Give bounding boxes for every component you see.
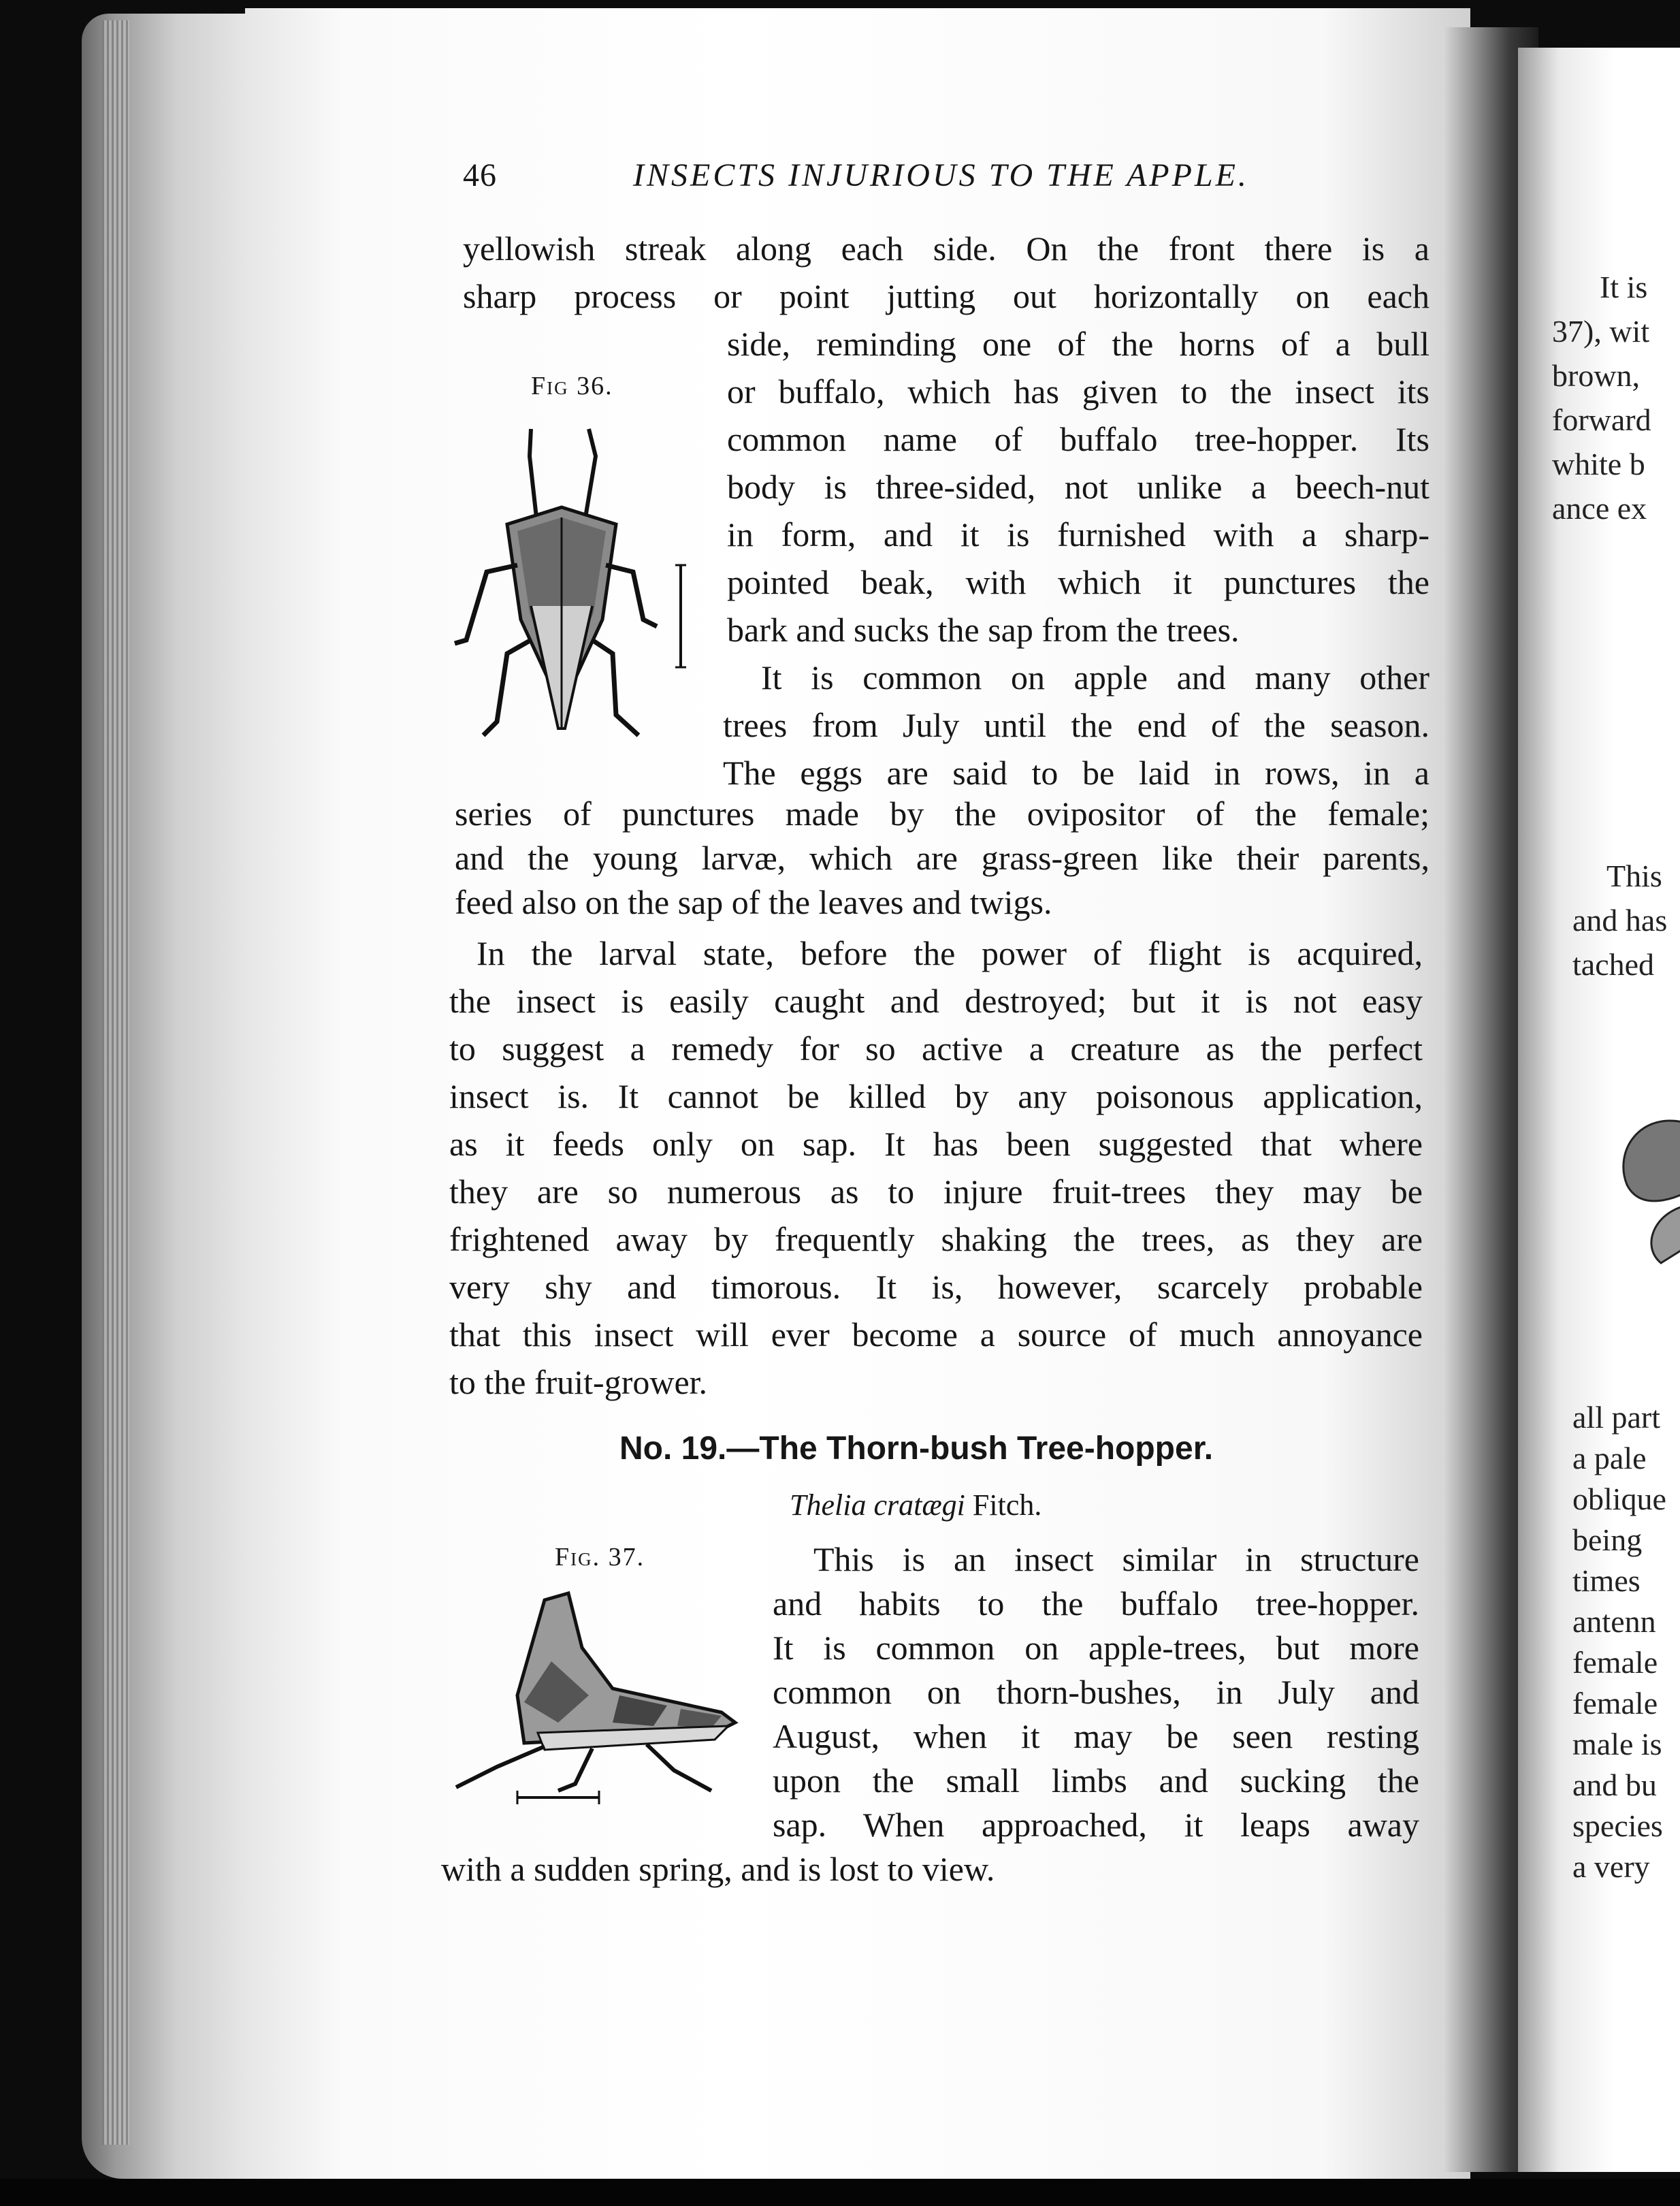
figure-36-label: Fig 36. [531, 372, 613, 400]
section-text-line: common on thorn-bushes, in July and [773, 1673, 1419, 1711]
facing-line: antenn [1572, 1604, 1656, 1639]
text-line: series of punctures made by the ovipositor of the female; [455, 795, 1429, 833]
text-line: bark and sucks the sap from the trees. [727, 611, 1240, 649]
species-scientific-name: Thelia cratægi [790, 1488, 965, 1522]
facing-line: white b [1552, 447, 1645, 481]
bottom-edge [0, 2179, 1680, 2206]
section-text-line: This is an insect similar in structure [813, 1540, 1419, 1578]
text-line: body is three-sided, not unlike a beech-nut [727, 468, 1429, 506]
buffalo-tree-hopper-illustration [449, 415, 667, 756]
facing-line: female [1572, 1686, 1658, 1721]
section-text-line: sap. When approached, it leaps away [773, 1806, 1419, 1844]
text-line: sharp process or point jutting out horizontally on each [463, 277, 1429, 315]
species-author: Fitch. [972, 1488, 1042, 1522]
text-line: to the fruit-grower. [449, 1363, 708, 1401]
text-line: It is common on apple and many other [761, 658, 1429, 697]
facing-line: and has [1572, 903, 1668, 938]
facing-line: being [1572, 1522, 1643, 1557]
facing-line: all part [1572, 1400, 1660, 1435]
text-line: very shy and timorous. It is, however, scarcely probable [449, 1268, 1423, 1306]
moth-wing-illustration [1613, 1110, 1680, 1266]
facing-line: a pale [1572, 1441, 1647, 1475]
facing-line: This [1606, 859, 1662, 893]
figure-37-label: Fig. 37. [555, 1543, 645, 1571]
facing-line: male is [1572, 1727, 1662, 1761]
section-text-line: It is common on apple-trees, but more [773, 1629, 1419, 1667]
text-line: feed also on the sap of the leaves and twigs. [455, 883, 1052, 921]
species-name [790, 1488, 1041, 1522]
text-line: common name of buffalo tree-hopper. Its [727, 420, 1429, 458]
facing-line: and bu [1572, 1768, 1657, 1802]
facing-page [1518, 48, 1680, 2172]
facing-line: female [1572, 1645, 1658, 1680]
text-line: pointed beak, with which it punctures the [727, 563, 1429, 601]
section-text-line: August, when it may be seen resting [773, 1717, 1419, 1755]
facing-line: 37), wit [1552, 314, 1650, 349]
thorn-bush-tree-hopper-illustration [442, 1586, 742, 1818]
text-line: that this insect will ever become a source of much annoyance [449, 1315, 1423, 1354]
facing-line: brown, [1552, 358, 1641, 393]
text-line: to suggest a remedy for so active a creature as the perfect [449, 1029, 1423, 1068]
text-line: insect is. It cannot be killed by any poisonous application, [449, 1077, 1423, 1115]
text-line: they are so numerous as to injure fruit-trees they may be [449, 1172, 1423, 1211]
facing-line: forward [1552, 402, 1651, 437]
page-stack [102, 20, 129, 2145]
text-line: trees from July until the end of the season. [723, 706, 1429, 744]
facing-line: It is [1600, 270, 1648, 304]
facing-line: ance ex [1552, 491, 1647, 526]
text-line: yellowish streak along each side. On the front there is a [463, 229, 1429, 268]
page-number: 46 [463, 157, 497, 193]
text-line: and the young larvæ, which are grass-green like their parents, [455, 839, 1429, 877]
text-line: or buffalo, which has given to the insect its [727, 372, 1429, 411]
section-text-line: and habits to the buffalo tree-hopper. [773, 1584, 1419, 1622]
size-scale-bar [674, 562, 688, 671]
text-line: the insect is easily caught and destroyed; but it is not easy [449, 982, 1423, 1020]
text-line: in form, and it is furnished with a sharp- [727, 515, 1429, 554]
facing-line: times [1572, 1563, 1641, 1598]
running-title: INSECTS INJURIOUS TO THE APPLE. [633, 157, 1249, 193]
facing-line: a very [1572, 1849, 1650, 1884]
text-line: as it feeds only on sap. It has been suggested that where [449, 1125, 1423, 1163]
text-line: The eggs are said to be laid in rows, in a [723, 754, 1429, 792]
facing-line: oblique [1572, 1482, 1666, 1516]
text-line: frightened away by frequently shaking the trees, as they are [449, 1220, 1423, 1258]
section-text-line: upon the small limbs and sucking the [773, 1761, 1419, 1800]
section-heading: No. 19.—The Thorn-bush Tree-hopper. [619, 1430, 1214, 1467]
section-text-line: with a sudden spring, and is lost to view. [441, 1850, 995, 1888]
text-line: side, reminding one of the horns of a bull [727, 325, 1429, 363]
facing-line: species [1572, 1808, 1663, 1843]
text-line: In the larval state, before the power of flight is acquired, [476, 934, 1423, 972]
facing-line: tached [1572, 947, 1655, 982]
